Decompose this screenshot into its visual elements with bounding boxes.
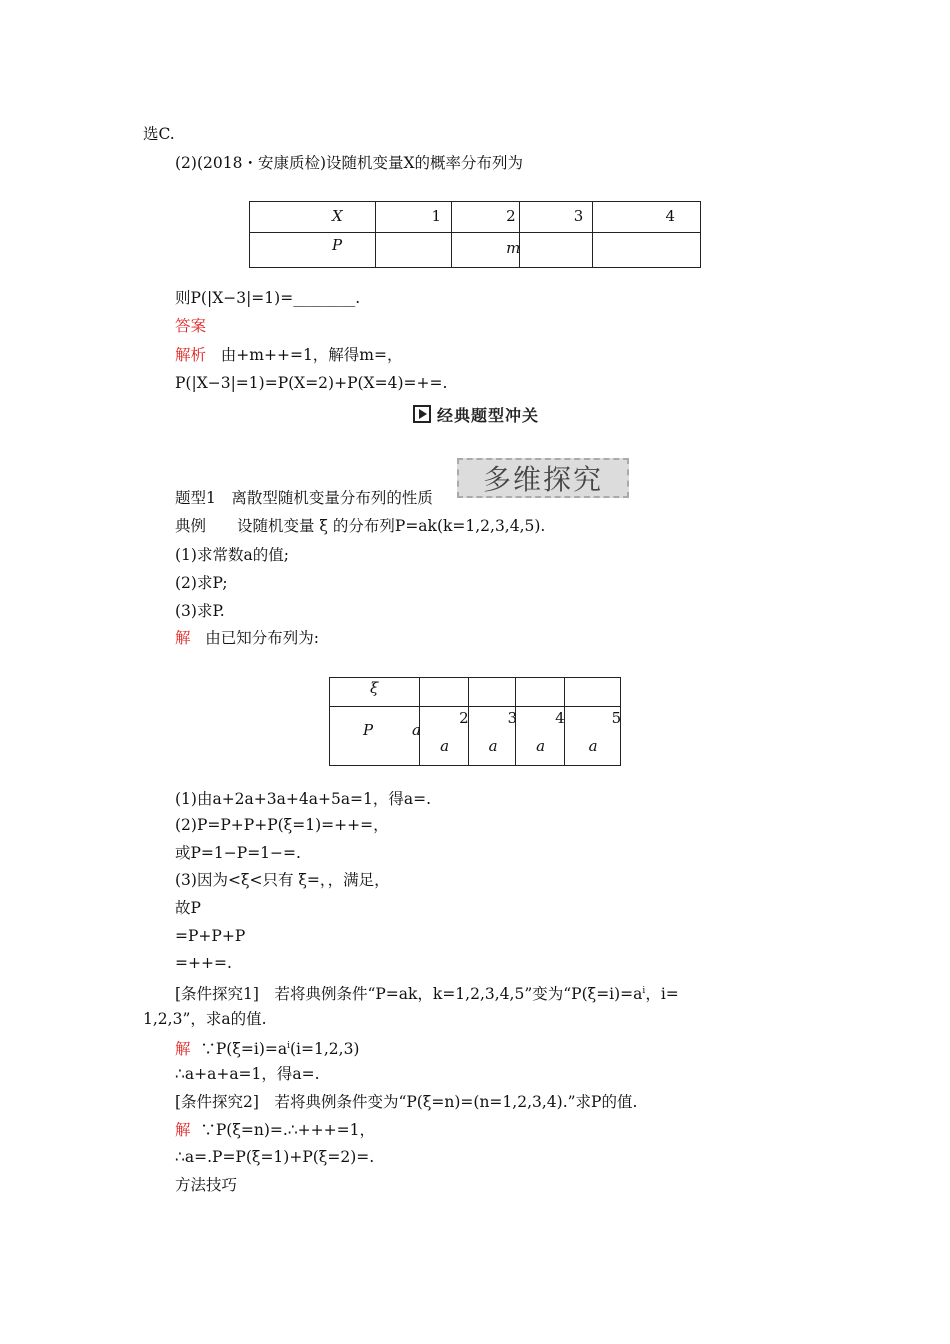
- table-cell: P: [363, 721, 374, 739]
- table-cell: 4: [665, 207, 675, 225]
- text-line: (2)求P;: [175, 574, 228, 592]
- analysis-label: 解析: [175, 346, 207, 364]
- solution-label: 解: [175, 1040, 191, 1059]
- play-icon: [413, 405, 431, 423]
- table-cell: ξ: [370, 679, 379, 697]
- text-line: [条件探究2] 若将典例条件变为“P(ξ=n)=(n=1,2,3,4).”求P的值.: [175, 1093, 638, 1111]
- text-line: [175, 628, 319, 648]
- text-line: 或P=1−P=1−=.: [175, 844, 301, 862]
- text-line: 则P(|X−3|=1)=________.: [175, 289, 361, 307]
- section-banner: [413, 403, 539, 425]
- table-cell: a: [536, 737, 546, 755]
- table-cell: 1: [431, 207, 441, 225]
- text-line: 解 ∵P(ξ=n)=.∴+++=1，: [175, 1121, 375, 1139]
- text-line: ∴a+a+a=1，得a=.: [175, 1065, 320, 1083]
- text-line: 故P: [175, 899, 201, 917]
- text-line: (1)求常数a的值;: [175, 546, 289, 564]
- table-cell: a: [440, 737, 450, 755]
- distribution-table-x: [249, 201, 701, 268]
- text-line: =P+P+P: [175, 927, 246, 945]
- solution-label: 解: [175, 629, 191, 647]
- table-cell: a: [488, 737, 498, 755]
- text-line: (2)P=P+P+P(ξ=1)=++=，: [175, 816, 389, 834]
- text-line: (3)求P.: [175, 602, 225, 620]
- table-cell: 4: [555, 709, 565, 727]
- text-line: [175, 345, 403, 365]
- section-stamp: 多维探究: [457, 458, 629, 498]
- text-line: 解 $\because P(\xi=i)=a^i(i=1,2,3)$: [175, 1040, 360, 1059]
- text-line: (3)因为<ξ<只有 ξ=，，满足，: [175, 871, 390, 889]
- section-heading: 题型1 离散型随机变量分布列的性质: [175, 489, 433, 507]
- answer-label: 答案: [175, 317, 207, 335]
- text-line: =++=.: [175, 954, 232, 972]
- table-cell: a: [412, 721, 421, 739]
- question-stem: (2)(2018・安康质检)设随机变量X的概率分布列为: [175, 154, 524, 172]
- solution-label: 解: [175, 1121, 191, 1139]
- banner-title: 经典题型冲关: [437, 405, 540, 425]
- table-cell: 2: [506, 207, 516, 225]
- table-cell: 3: [573, 207, 584, 225]
- distribution-table-xi: [329, 677, 621, 766]
- analysis-text: 由+m++=1，解得m=，: [220, 346, 403, 364]
- table-cell: 3: [507, 709, 518, 727]
- text-line: (1)由a+2a+3a+4a+5a=1，得a=.: [175, 790, 432, 808]
- table-cell: 2: [459, 709, 469, 727]
- text-line: ∴a=.P=P(ξ=1)+P(ξ=2)=.: [175, 1148, 375, 1166]
- text-line: 选C.: [143, 125, 175, 143]
- table-cell: m: [506, 239, 521, 257]
- text-line: P(|X−3|=1)=P(X=2)+P(X=4)=+=.: [175, 374, 448, 392]
- table-cell: X: [332, 207, 343, 225]
- table-cell: a: [588, 737, 598, 755]
- table-cell: P: [332, 236, 343, 254]
- text-line: 典例 设随机变量 ξ 的分布列P=ak(k=1,2,3,4,5).: [175, 517, 546, 535]
- table-cell: 5: [611, 709, 622, 727]
- solution-text: 由已知分布列为:: [205, 629, 320, 647]
- text-line: 方法技巧: [175, 1176, 238, 1194]
- text-line: [条件探究1] 若将典例条件“P=ak，k=1,2,3,4,5”变为“$P(\xi=i)=a^i$，i=: [175, 985, 679, 1004]
- text-line: 1,2,3”，求a的值.: [143, 1010, 267, 1028]
